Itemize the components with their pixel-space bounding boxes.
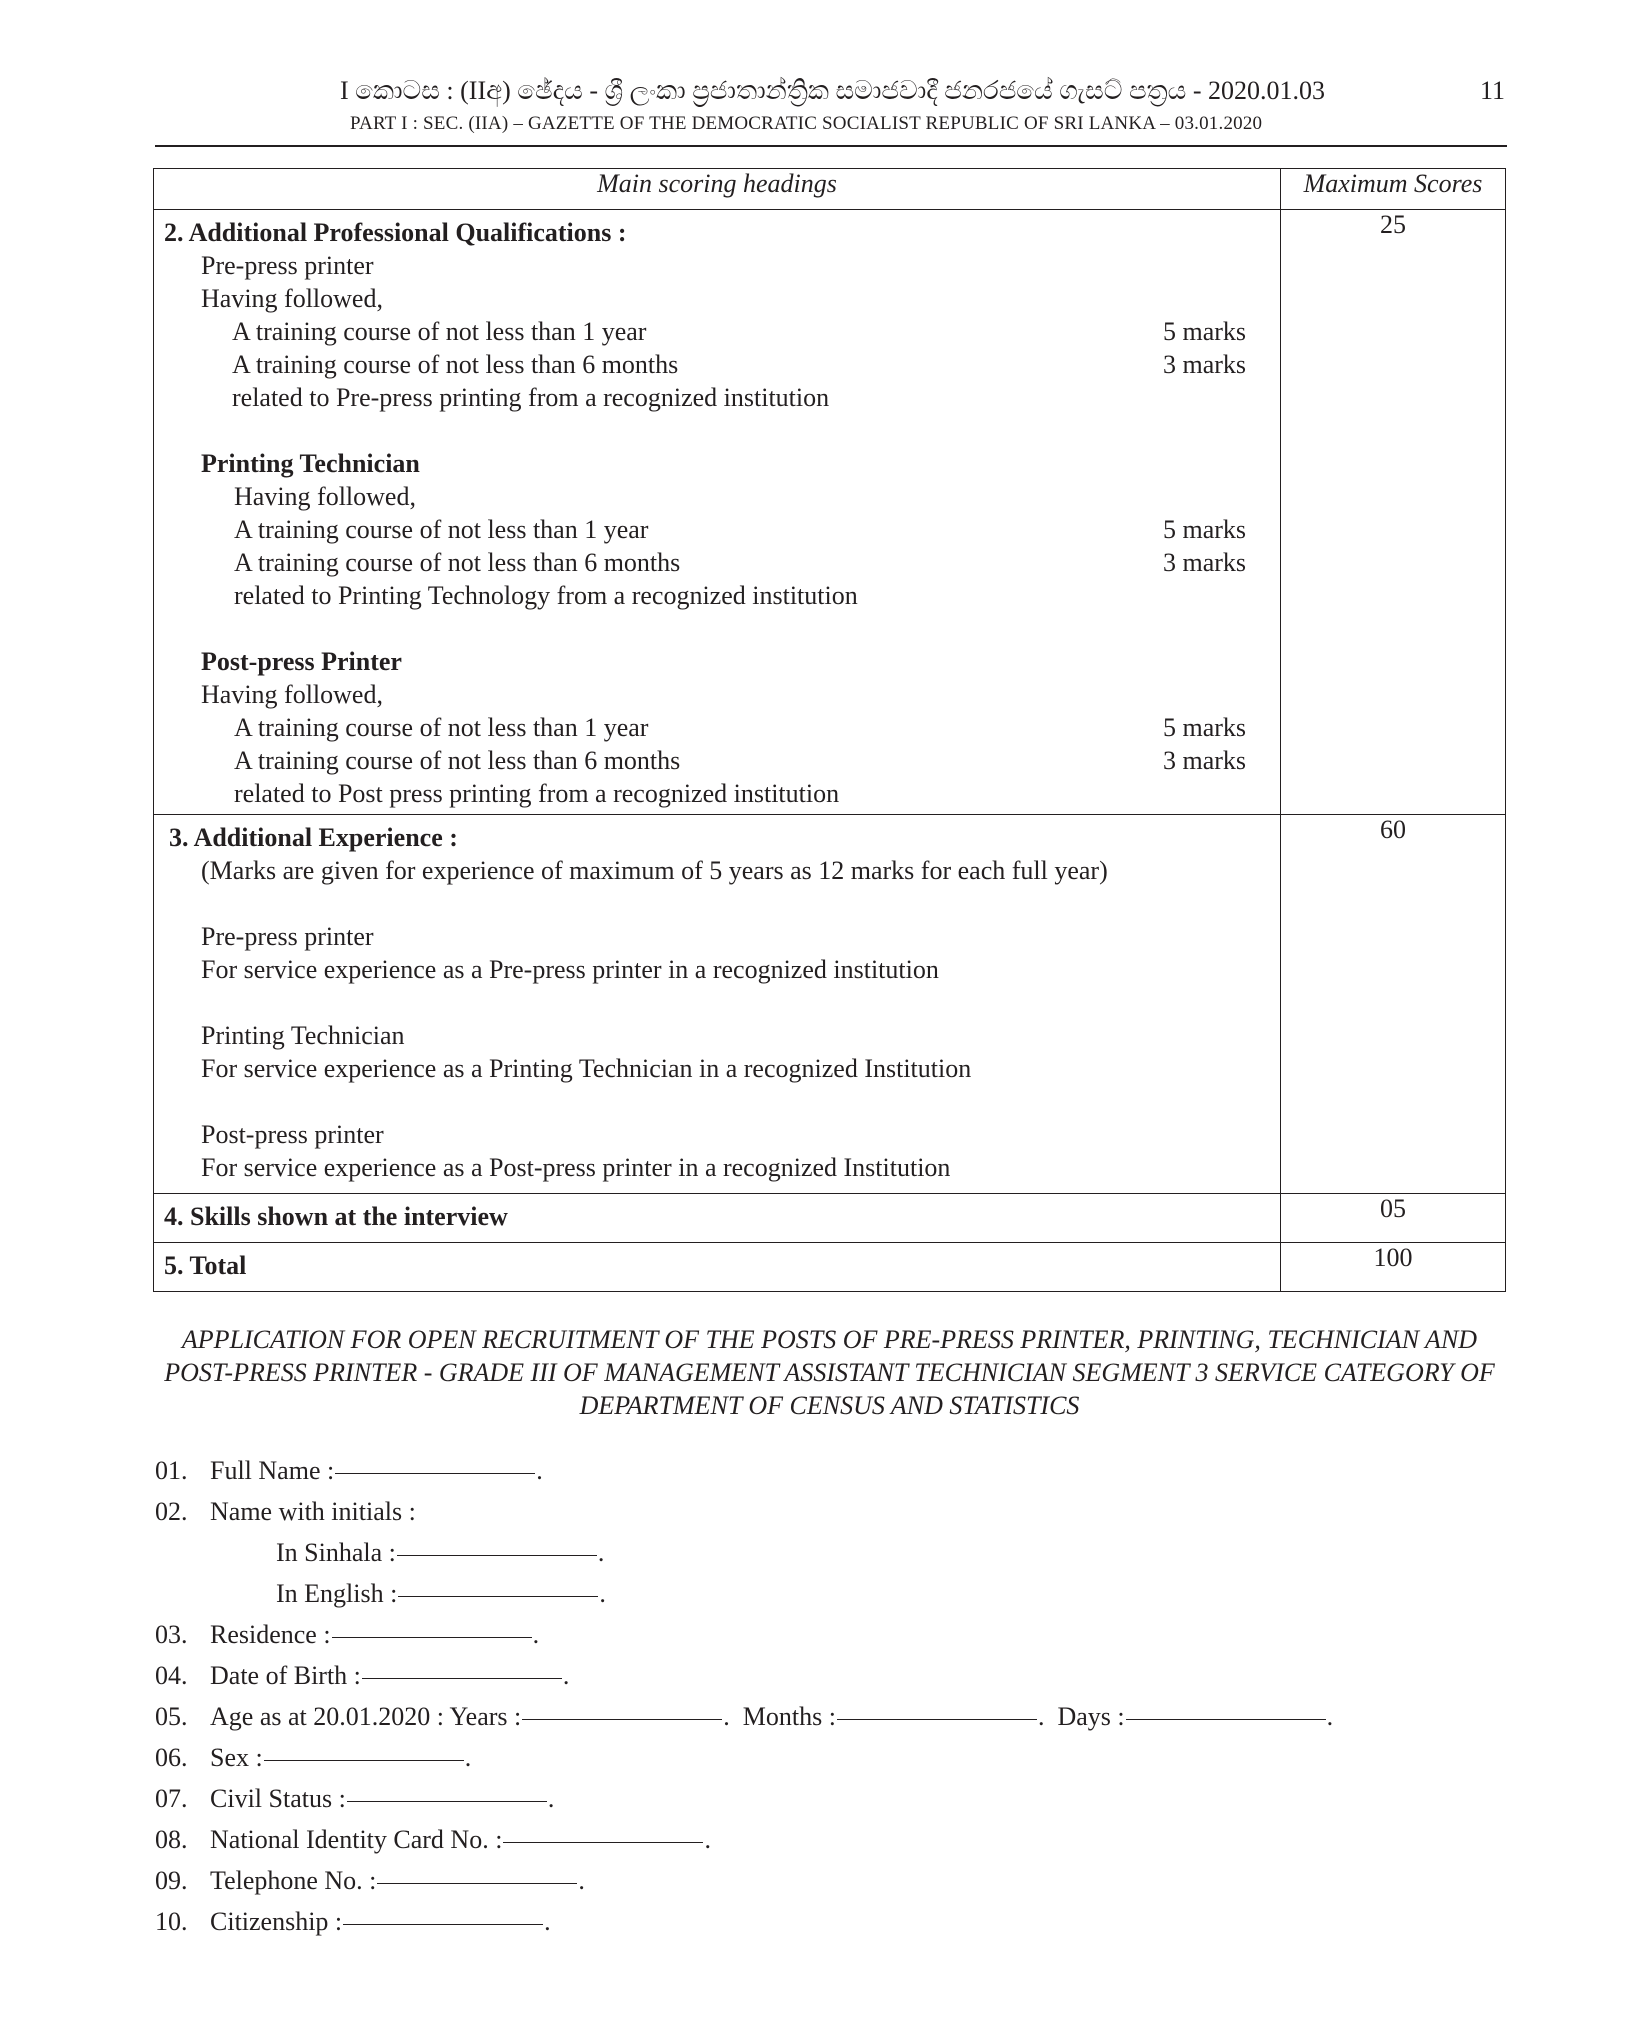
field-number: 01. [155, 1456, 188, 1485]
marks-label: 5 marks [1163, 515, 1247, 544]
line-text: A training course of not less than 6 months [232, 350, 679, 379]
score-cell: 05 [1281, 1194, 1506, 1243]
section-title: 4. Skills shown at the interview [164, 1202, 508, 1231]
line-text: Having followed, [201, 680, 383, 709]
scoring-table [153, 168, 1506, 1292]
field-number: 10. [155, 1907, 188, 1936]
field-label: Full Name : [210, 1456, 335, 1485]
field-in-english [276, 1581, 606, 1607]
blank-line[interactable] [503, 1842, 703, 1843]
field-full-name [155, 1458, 543, 1484]
application-title: APPLICATION FOR OPEN RECRUITMENT OF THE POSTS OF PRE-PRESS PRINTER, PRINTING, TECHNICIAN AND POST-PRESS PRINTER - GRADE III OF MANAGEMENT ASSISTANT TECHNICIAN SEGMENT 3 SERVICE CATEGORY OF DEPARTMENT OF CENSUS AND STATISTICS [164, 1325, 1495, 1420]
field-label: Citizenship : [210, 1907, 343, 1936]
subheading: Printing Technician [201, 1021, 405, 1050]
subheading: Post-press Printer [201, 647, 402, 676]
period: . [704, 1825, 711, 1854]
line-text: (Marks are given for experience of maximum of 5 years as 12 marks for each full year) [201, 856, 1108, 885]
qualifications-cell [154, 210, 1280, 814]
field-label: Civil Status : [210, 1784, 346, 1813]
field-nic [155, 1827, 711, 1853]
field-sex [155, 1745, 471, 1771]
field-number: 08. [155, 1825, 188, 1854]
line-text: A training course of not less than 1 year [232, 317, 647, 346]
period: . [599, 1579, 606, 1608]
row-total [154, 1243, 1506, 1292]
subheading: Pre-press printer [201, 922, 374, 951]
field-label: Telephone No. : [210, 1866, 377, 1895]
col-main-heading: Main scoring headings [154, 169, 1281, 210]
field-civil-status [155, 1786, 554, 1812]
period: . [547, 1784, 555, 1813]
line-text: For service experience as a Post-press printer in a recognized Institution [201, 1153, 951, 1182]
period: . [562, 1661, 570, 1690]
gazette-header-sinhala: I කොටස : (IIඅ) ඡේදය - ශ්‍රී ලංකා ප්‍රජාතාන්ත්‍රික සමාජවාදී ජනරජයේ ගැසට් පත්‍රය - 2020.01.03 [340, 76, 1326, 105]
field-label: In Sinhala : [276, 1538, 396, 1567]
row-interview-skills [154, 1194, 1506, 1243]
line-text: related to Printing Technology from a recognized institution [234, 581, 858, 610]
marks-label: 5 marks [1163, 317, 1247, 346]
line-text: related to Pre-press printing from a recognized institution [232, 383, 830, 412]
field-number: 05. [155, 1702, 188, 1731]
subheading: Printing Technician [201, 449, 420, 478]
period: . [1326, 1702, 1334, 1731]
period: . [578, 1866, 585, 1895]
period: . [544, 1907, 551, 1936]
field-label: Sex : [210, 1743, 263, 1772]
marks-label: 3 marks [1163, 350, 1247, 379]
score-cell: 100 [1281, 1243, 1506, 1292]
line-text: For service experience as a Pre-press printer in a recognized institution [201, 955, 939, 984]
period: . [723, 1702, 730, 1731]
section-title: 2. Additional Professional Qualifications : [164, 218, 627, 247]
period: . [1037, 1702, 1045, 1731]
blank-line[interactable] [335, 1473, 535, 1474]
field-label: Age as at 20.01.2020 : Years : [210, 1702, 522, 1731]
field-telephone [155, 1868, 585, 1894]
field-name-initials [155, 1499, 416, 1525]
line-text: Having followed, [234, 482, 416, 511]
blank-line[interactable] [397, 1555, 597, 1556]
field-number: 09. [155, 1866, 188, 1895]
gazette-header-english: PART I : SEC. (IIA) – GAZETTE OF THE DEMOCRATIC SOCIALIST REPUBLIC OF SRI LANKA – 03.01.2020 [350, 113, 1263, 134]
line-text: Having followed, [201, 284, 383, 313]
field-in-sinhala [276, 1540, 604, 1566]
blank-line-years[interactable] [522, 1719, 722, 1720]
interview-cell [154, 1194, 1280, 1242]
field-number: 07. [155, 1784, 188, 1813]
field-label: Date of Birth : [210, 1661, 361, 1690]
section-title: 3. Additional Experience : [169, 823, 458, 852]
blank-line[interactable] [347, 1801, 547, 1802]
period: . [532, 1620, 540, 1649]
blank-line[interactable] [398, 1596, 598, 1597]
period: . [464, 1743, 472, 1772]
score-cell: 25 [1281, 210, 1506, 815]
row-additional-experience [154, 815, 1506, 1194]
line-text: A training course of not less than 1 year [234, 515, 649, 544]
header-rule [155, 145, 1507, 147]
line-text: A training course of not less than 6 months [234, 746, 681, 775]
total-cell [154, 1243, 1280, 1291]
days-label: Days : [1057, 1702, 1125, 1731]
field-number: 06. [155, 1743, 188, 1772]
table-header-row [154, 169, 1506, 210]
blank-line[interactable] [362, 1678, 562, 1679]
period: . [597, 1538, 605, 1567]
line-text: A training course of not less than 6 months [234, 548, 681, 577]
field-number: 04. [155, 1661, 188, 1690]
row-additional-qualifications [154, 210, 1506, 815]
field-number: 03. [155, 1620, 188, 1649]
line-text: related to Post press printing from a recognized institution [234, 779, 840, 808]
score-cell: 60 [1281, 815, 1506, 1194]
months-label: Months : [742, 1702, 836, 1731]
field-residence [155, 1622, 539, 1648]
blank-line[interactable] [343, 1924, 543, 1925]
line-text: For service experience as a Printing Technician in a recognized Institution [201, 1054, 972, 1083]
experience-cell [154, 815, 1280, 1193]
section-title: 5. Total [164, 1251, 247, 1280]
marks-label: 3 marks [1163, 746, 1247, 775]
blank-line[interactable] [377, 1883, 577, 1884]
period: . [536, 1456, 543, 1485]
line-text: A training course of not less than 1 year [234, 713, 649, 742]
marks-label: 5 marks [1163, 713, 1247, 742]
field-citizenship [155, 1909, 551, 1935]
marks-label: 3 marks [1163, 548, 1247, 577]
field-label: Name with initials : [210, 1497, 416, 1526]
field-date-of-birth [155, 1663, 569, 1689]
blank-line[interactable] [332, 1637, 532, 1638]
field-age [155, 1704, 1333, 1730]
field-number: 02. [155, 1497, 188, 1526]
subheading: Post-press printer [201, 1120, 384, 1149]
field-label: In English : [276, 1579, 398, 1608]
field-label: National Identity Card No. : [210, 1825, 503, 1854]
blank-line-days[interactable] [1126, 1719, 1326, 1720]
blank-line-months[interactable] [837, 1719, 1037, 1720]
col-max-heading: Maximum Scores [1281, 169, 1506, 210]
subheading: Pre-press printer [201, 251, 374, 280]
blank-line[interactable] [264, 1760, 464, 1761]
field-label: Residence : [210, 1620, 331, 1649]
page-number: 11 [1480, 76, 1506, 105]
